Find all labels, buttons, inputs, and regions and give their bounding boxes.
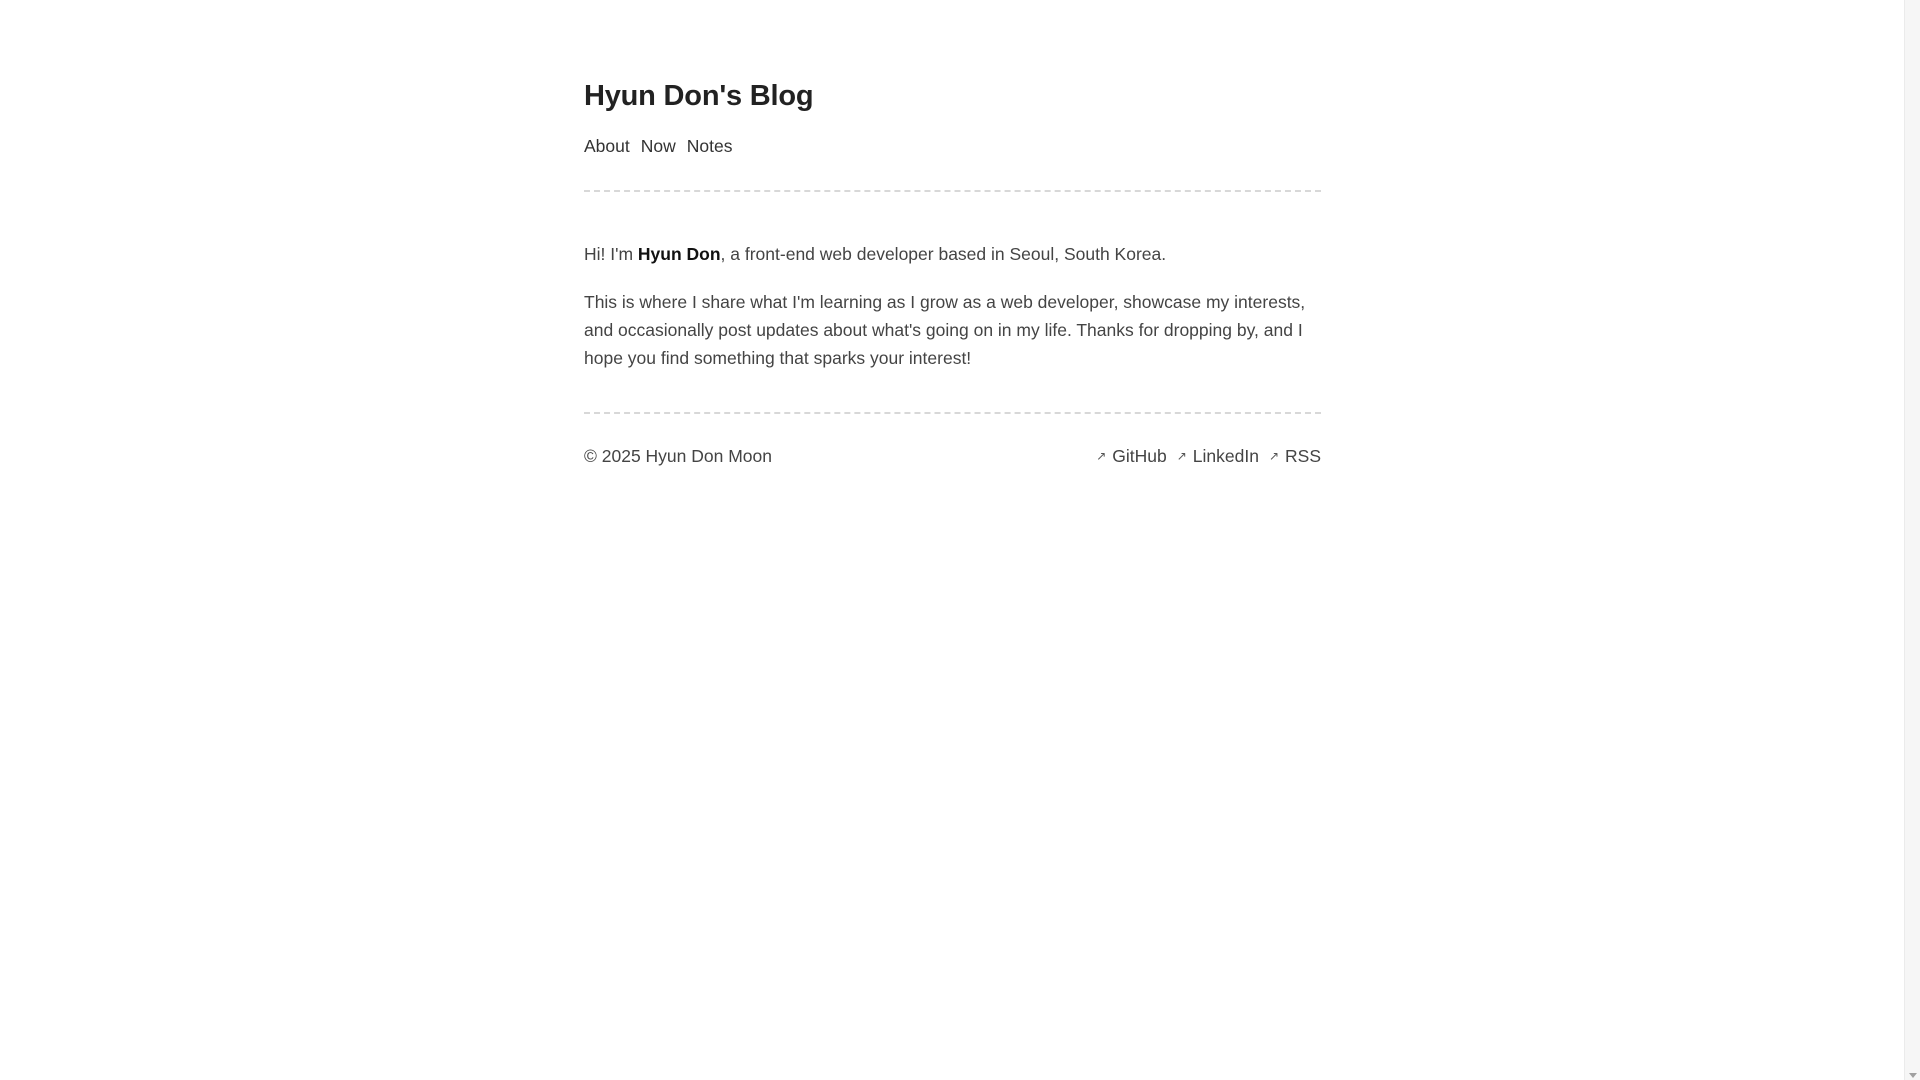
intro-paragraph — [584, 240, 1321, 268]
github-link[interactable] — [1096, 444, 1167, 468]
page-container — [584, 78, 1321, 468]
author-name: Hyun Don — [637, 244, 721, 264]
nav-item-notes[interactable]: Notes — [686, 136, 733, 156]
rss-link[interactable] — [1269, 444, 1321, 468]
linkedin-link[interactable] — [1177, 444, 1259, 468]
intro-prefix: Hi! I'm — [584, 244, 638, 264]
header-divider — [584, 190, 1321, 192]
external-link-icon: ↗ — [1268, 449, 1280, 463]
about-paragraph: This is where I share what I'm learning as I grow as a web developer, showcase my interests, and occasionally post updates about what's going on in my life. Thanks for dropping by, and I hope you find something that sparks your interest! — [584, 292, 1306, 368]
main-nav — [584, 134, 1321, 158]
scroll-down-icon[interactable] — [1909, 1073, 1917, 1078]
nav-item-now[interactable]: Now — [640, 136, 676, 156]
github-link-label: GitHub — [1112, 446, 1167, 466]
copyright-text: © 2025 Hyun Don Moon — [584, 446, 773, 466]
nav-item-about[interactable]: About — [584, 136, 630, 156]
site-title[interactable]: Hyun Don's Blog — [584, 80, 814, 112]
external-link-icon: ↗ — [1096, 449, 1107, 463]
external-link-icon: ↗ — [1176, 449, 1187, 463]
site-footer — [584, 444, 1321, 468]
intro-suffix: , a front-end web developer based in Seoul, South Korea. — [720, 244, 1167, 264]
footer-divider — [584, 412, 1321, 414]
site-header — [584, 78, 1321, 158]
main-content — [584, 240, 1321, 372]
linkedin-link-label: LinkedIn — [1192, 446, 1259, 466]
rss-link-label: RSS — [1285, 446, 1321, 466]
social-links — [1096, 444, 1321, 468]
vertical-scrollbar[interactable] — [1904, 0, 1920, 1080]
